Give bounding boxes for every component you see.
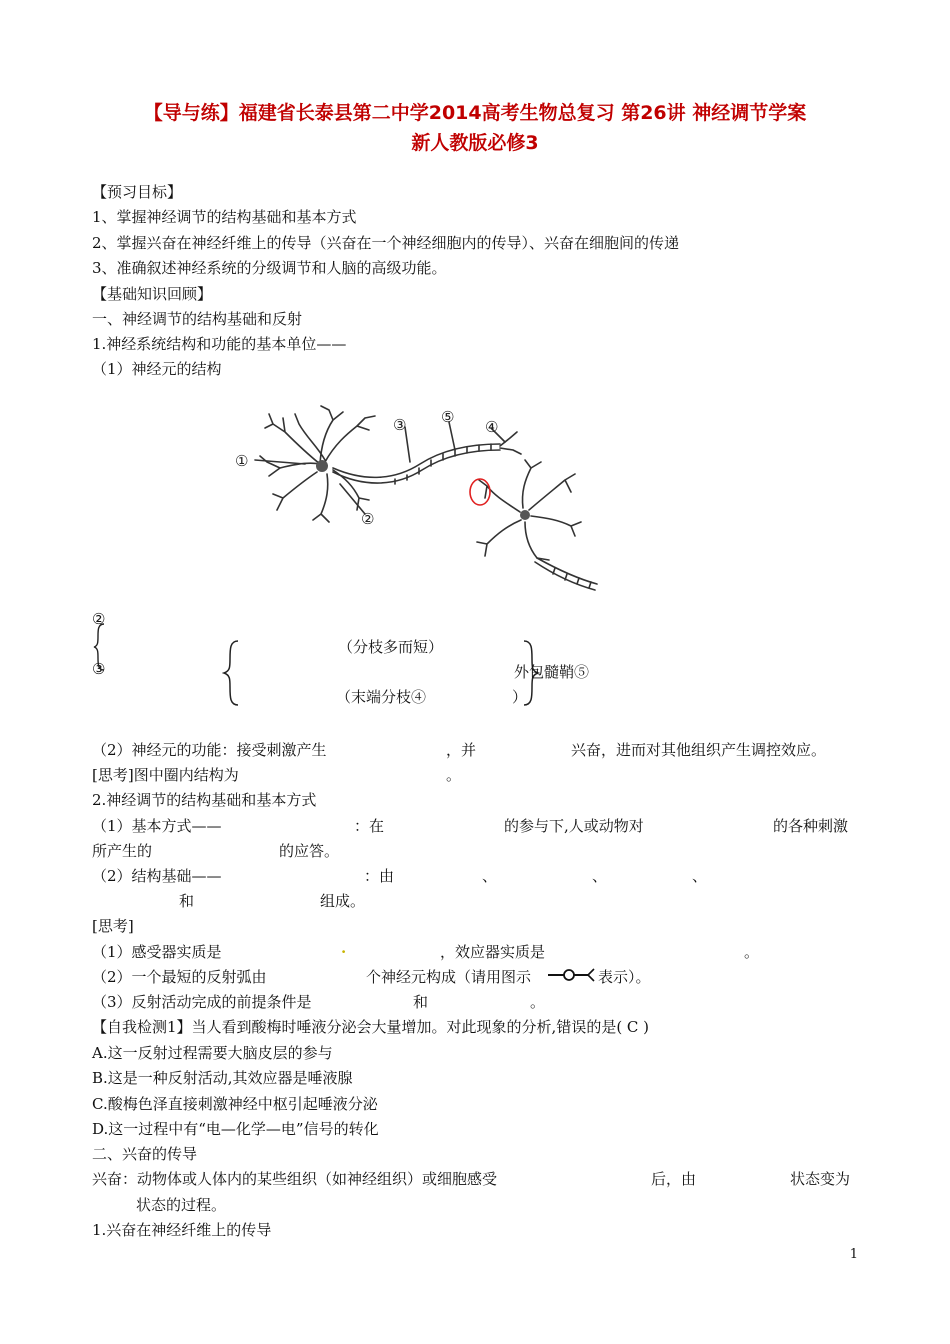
goals-heading: 【预习目标】 [92, 183, 183, 201]
item-2: 2.神经调节的结构基础和基本方式 [92, 791, 317, 809]
think1-text: [思考]图中圈内结构为 [92, 766, 239, 784]
option-c: C.酸梅色泽直接刺激神经中枢引起唾液分泌 [92, 1095, 378, 1113]
goal-item-3: 3、准确叙述神经系统的分级调节和人脑的高级功能。 [92, 259, 447, 277]
function-text-a: （2）神经元的功能：接受刺激产生 [92, 741, 327, 759]
middle-brace [222, 639, 242, 707]
think2-heading: [思考] [92, 917, 134, 935]
basic-mode-c: 的参与下,人或动物对 [504, 817, 644, 835]
excitation-def-b: 后，由 [651, 1170, 697, 1188]
label-4: ④ [485, 418, 499, 436]
neuron-diagram [225, 402, 625, 602]
excitation-def-a: 兴奋：动物体或人体内的某些组织（如神经组织）或细胞感受 [92, 1170, 498, 1188]
section-1-heading: 一、神经调节的结构基础和反射 [92, 310, 303, 328]
option-b: B.这是一种反射活动,其效应器是唾液腺 [92, 1069, 353, 1087]
branch-short-text: （分枝多而短） [338, 638, 444, 656]
page-number: 1 [849, 1247, 858, 1262]
question-1-a: （1）感受器实质是 [92, 943, 222, 961]
basic-mode-d: 的各种刺激 [773, 817, 849, 835]
question-3-b: 和 [413, 993, 429, 1011]
basic-mode-e: 所产生的 [92, 842, 153, 860]
item-3: 1.兴奋在神经纤维上的传导 [92, 1221, 272, 1239]
section-2-heading: 二、兴奋的传导 [92, 1145, 198, 1163]
structure-e: 、 [692, 867, 708, 885]
terminal-branch-text: （末端分枝④ [336, 688, 427, 706]
neuron-symbol-icon [548, 967, 596, 983]
question-2-a: （2）一个最短的反射弧由 [92, 968, 267, 986]
structure-f: 和 [179, 892, 195, 910]
function-text-b: ，并 [446, 741, 477, 759]
myelin-text: 外包髓鞘⑤ [514, 663, 590, 681]
document-title-line2: 新人教版必修3 [411, 132, 539, 154]
self-test-1: 【自我检测1】当人看到酸梅时唾液分泌会大量增加。对此现象的分析,错误的是( C ) [92, 1018, 650, 1036]
excitation-def-d: 状态的过程。 [136, 1196, 227, 1214]
label-5: ⑤ [441, 408, 455, 426]
question-1-c: 。 [744, 943, 760, 961]
left-brace [92, 622, 108, 672]
red-circle-marker [470, 479, 490, 505]
question-3-c: 。 [530, 993, 546, 1011]
question-2-b: 个神经元构成（请用图示 [366, 968, 532, 986]
structure-g: 组成。 [320, 892, 366, 910]
structure-d: 、 [592, 867, 608, 885]
structure-c: 、 [482, 867, 498, 885]
question-1-dot: . [341, 939, 347, 957]
question-3-a: （3）反射活动完成的前提条件是 [92, 993, 312, 1011]
excitation-def-c: 状态变为 [790, 1170, 851, 1188]
question-2-c: 表示）。 [598, 968, 651, 986]
structure-b: ：由 [364, 867, 395, 885]
goal-item-2: 2、掌握兴奋在神经纤维上的传导（兴奋在一个神经细胞内的传导）、兴奋在细胞间的传递 [92, 234, 680, 252]
brace-left-top-label: ② [92, 610, 106, 628]
item-1: 1.神经系统结构和功能的基本单位—— [92, 335, 347, 353]
basic-mode-a: （1）基本方式—— [92, 817, 222, 835]
basic-mode-f: 的应答。 [279, 842, 340, 860]
option-d: D.这一过程中有“电—化学—电”信号的转化 [92, 1120, 379, 1138]
function-text-c: 兴奋，进而对其他组织产生调控效应。 [571, 741, 827, 759]
label-1: ① [235, 452, 249, 470]
question-1-b: ，效应器实质是 [440, 943, 546, 961]
terminal-branch-close: ） [512, 688, 528, 706]
option-a: A.这一反射过程需要大脑皮层的参与 [92, 1044, 333, 1062]
item-1-1: （1）神经元的结构 [92, 360, 222, 378]
review-heading: 【基础知识回顾】 [92, 285, 213, 303]
brace-left-bottom-label: ③ [92, 660, 106, 678]
structure-a: （2）结构基础—— [92, 867, 222, 885]
goal-item-1: 1、掌握神经调节的结构基础和基本方式 [92, 208, 357, 226]
think1-end: 。 [446, 766, 462, 784]
basic-mode-b: ：在 [354, 817, 385, 835]
label-3: ③ [393, 416, 407, 434]
label-2: ② [361, 510, 375, 528]
document-title-line1: 【导与练】福建省长泰县第二中学2014高考生物总复习 第26讲 神经调节学案 [143, 102, 807, 124]
